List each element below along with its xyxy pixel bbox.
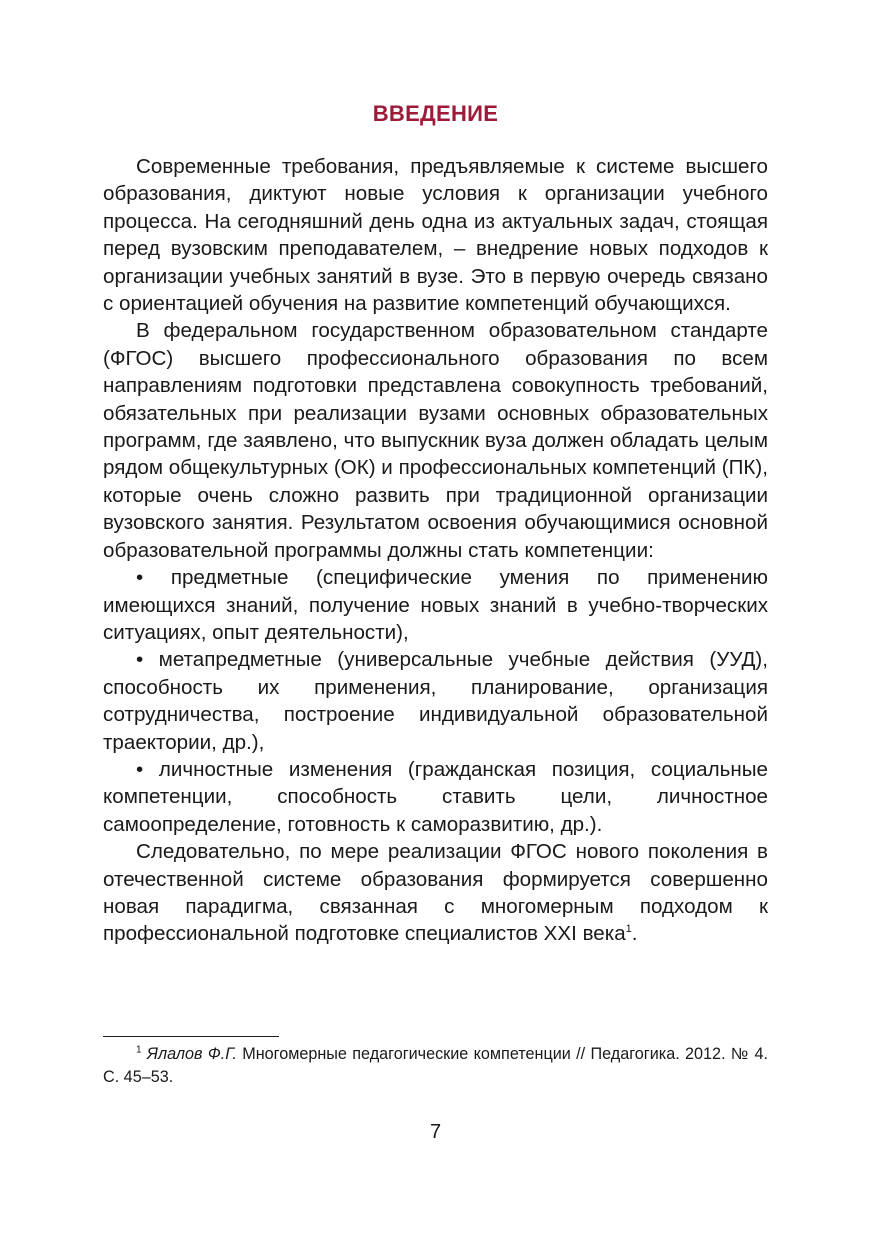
footnote-divider (103, 1036, 279, 1037)
paragraph-conclusion-text: Следовательно, по мере реализации ФГОС нового поколения в отечественной системе образования формируется совершенно новая парадигма, связанная с многомерным подходом к профессиональной подготовке специалистов XXI века (103, 840, 768, 946)
page-number: 7 (429, 1121, 442, 1143)
paragraph-fgos: В федеральном государственном образовательном стандарте (ФГОС) высшего профессионального образования по всем направлениям подготовки представлена совокупность требований, обязательных при реализации вузами основных образовательных программ, где заявлено, что выпускник вуза должен обладать целым рядом общекультурных (ОК) и профессиональных компетенций (ПК), которые очень сложно развить при традиционной организации вузовского занятия. Результатом освоения обучающимися основной образовательной программы должны стать компетенции: (103, 319, 768, 562)
bullet-metasubject-competencies: • метапредметные (универсальные учебные действия (УУД), способность их применения, планирование, организация сотрудничества, построение индивидуальной образовательной траектории, др.), (103, 648, 768, 754)
main-text (103, 153, 768, 948)
footnote-author: Ялалов Ф.Г. (146, 1045, 237, 1063)
paragraph-intro: Современные требования, предъявляемые к системе высшего образования, диктуют новые условия к организации учебного процесса. На сегодняшний день одна из актуальных задач, стоящая перед вузовским преподавателем, – внедрение новых подходов к организации учебных занятий в вузе. Это в первую очередь связано с ориентацией обучения на развитие компетенций обучающихся. (103, 155, 768, 316)
bullet-subject-competencies: • предметные (специфические умения по применению имеющихся знаний, получение новых знаний в учебно-творческих ситуациях, опыт деятельности), (103, 566, 768, 644)
footnote-marker: 1 (136, 1044, 142, 1056)
footnote-reference[interactable]: 1 (625, 923, 632, 936)
section-title: ВВЕДЕНИЕ (372, 101, 499, 126)
paragraph-conclusion: Следовательно, по мере реализации ФГОС нового поколения в отечественной системе образования формируется совершенно новая парадигма, связанная с многомерным подходом к профессиональной подготовке специалистов XXI века$^1$. (103, 840, 768, 946)
footnote-text: Многомерные педагогические компетенции // Педагогика. 2012. № 4. С. 45–53. (103, 1045, 768, 1086)
footnote (103, 1043, 768, 1089)
bullet-personal-changes: • личностные изменения (гражданская позиция, социальные компетенции, способность ставить цели, личностное самоопределение, готовность к саморазвитию, др.). (103, 757, 768, 836)
